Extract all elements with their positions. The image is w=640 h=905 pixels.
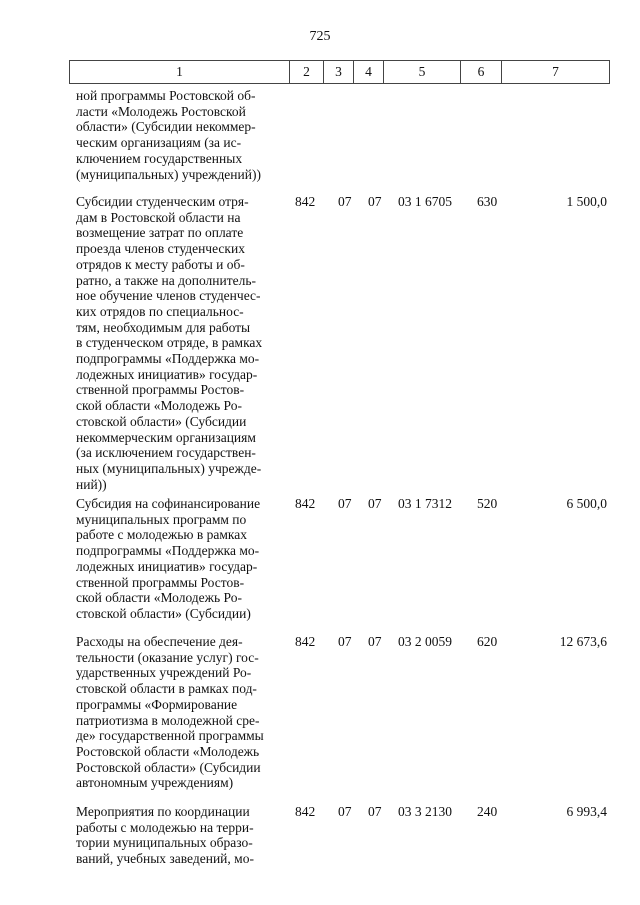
table-row: [69, 634, 611, 791]
table-row: [69, 88, 611, 182]
section-code: 07: [338, 804, 352, 819]
target-article-code: 03 2 0059: [398, 634, 452, 649]
header-row: [70, 61, 610, 84]
row-description: Субсидия на софинансирование муниципальных программ по работе с молодежью в рамках подпрограммы «Поддержка мо- лодежных инициатив» государ- ственной программы Ростов- ской области «Молодежь Ро- стовской области» (Субсидии): [76, 496, 261, 621]
row-description: Мероприятия по координации работы с молодежью на терри- тории муниципальных образо- ваний, учебных заведений, мо-: [76, 804, 254, 867]
section-code: 07: [338, 496, 352, 511]
subsection-code: 07: [368, 634, 382, 649]
header-col-3: 3: [324, 61, 354, 84]
grbs-code: 842: [295, 634, 316, 649]
header-col-6: 6: [461, 61, 502, 84]
expense-type-code: 620: [477, 634, 498, 649]
table-row: [69, 804, 611, 868]
row-description: Субсидии студенческим отря- дам в Ростовской области на возмещение затрат по оплате проезда членов студенческих отрядов к месту работы и об- ратно, а также на дополнитель- ное обучение членов студенчес- ких отрядов по специальнос- тям, необходимым для работы в студенческом отряде, в рамках подпрограммы «Поддержка мо- лодежных инициатив» государ- ственной программы Ростов- ской области «Молодежь Ро- стовской области» (Субсидии некоммерческим организациям (за исключением государствен- ных (муниципальных) учрежде- ний)): [76, 194, 263, 492]
expense-type-code: 520: [477, 496, 498, 511]
expense-type-code: 240: [477, 804, 498, 819]
table-row: [69, 194, 611, 492]
amount: 6 500,0: [566, 496, 607, 511]
row-description: ной программы Ростовской об- ласти «Молодежь Ростовской области» (Субсидии некоммер- ческим организациям (за ис- ключением государственных (муниципальных) учреждений)): [76, 88, 261, 182]
amount: 6 993,4: [566, 804, 607, 819]
grbs-code: 842: [295, 194, 316, 209]
header-col-2: 2: [290, 61, 324, 84]
target-article-code: 03 1 7312: [398, 496, 452, 511]
section-code: 07: [338, 634, 352, 649]
header-col-7: 7: [502, 61, 610, 84]
subsection-code: 07: [368, 194, 382, 209]
grbs-code: 842: [295, 496, 316, 511]
header-col-5: 5: [384, 61, 461, 84]
amount: 1 500,0: [566, 194, 607, 209]
table-header: [69, 60, 610, 84]
table-row: [69, 496, 611, 621]
target-article-code: 03 3 2130: [398, 804, 452, 819]
subsection-code: 07: [368, 496, 382, 511]
grbs-code: 842: [295, 804, 316, 819]
header-col-4: 4: [354, 61, 384, 84]
header-col-1: 1: [70, 61, 290, 84]
target-article-code: 03 1 6705: [398, 194, 452, 209]
amount: 12 673,6: [559, 634, 607, 649]
row-description: Расходы на обеспечение дея- тельности (оказание услуг) гос- ударственных учреждений Ро- стовской области в рамках под- программы «Формирование патриотизма в молодежной сре- де» государственной программы Ростовской области «Молодежь Ростовской области» (Субсидии автономным учреждениям): [76, 634, 264, 791]
expense-type-code: 630: [477, 194, 498, 209]
section-code: 07: [338, 194, 352, 209]
table-body: [69, 88, 611, 868]
page-number: 725: [309, 29, 331, 44]
subsection-code: 07: [368, 804, 382, 819]
